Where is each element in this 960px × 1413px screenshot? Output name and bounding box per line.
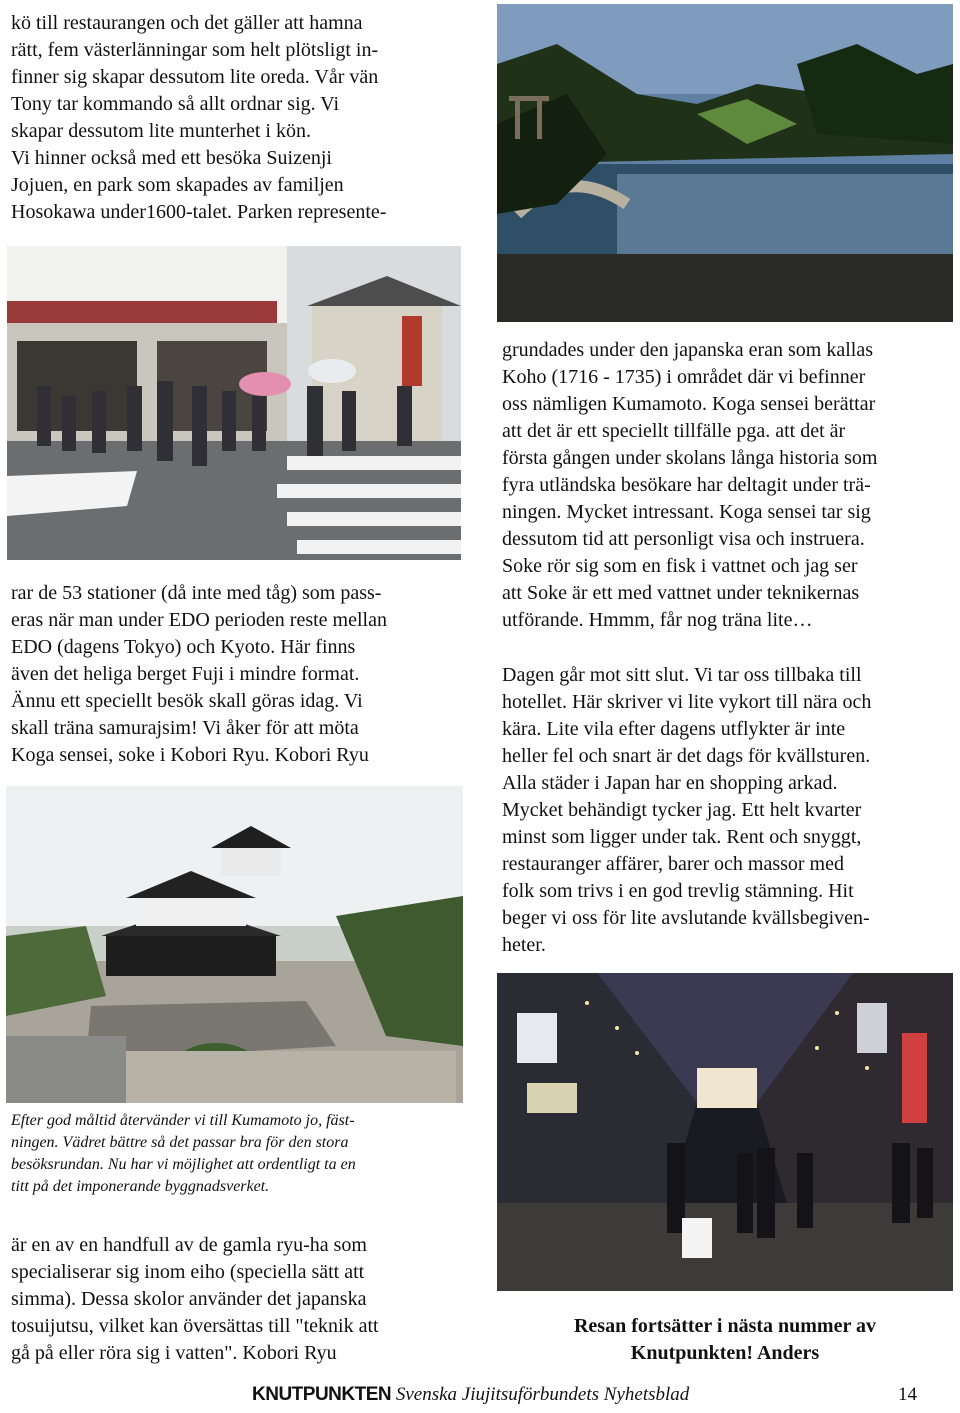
text-line: Soke rör sig som en fisk i vattnet och jag ser bbox=[502, 555, 858, 577]
newsletter-subtitle: Svenska Jiujitsuförbundets Nyhetsblad bbox=[395, 1384, 690, 1405]
text-line: oss nämligen Kumamoto. Koga sensei berättar bbox=[502, 393, 876, 415]
text-line: restauranger affärer, barer och massor med bbox=[502, 853, 844, 875]
text-line: specialiserar sig inom eiho (speciella sätt att bbox=[11, 1261, 365, 1283]
text-line: EDO (dagens Tokyo) och Kyoto. Här finns bbox=[11, 636, 356, 658]
article-text-bottom bbox=[11, 1232, 379, 1367]
text-line: gå på eller röra sig i vatten". Kobori Ryu bbox=[11, 1342, 337, 1364]
text-line: även det heliga berget Fuji i mindre format. bbox=[11, 663, 360, 685]
text-line: rar de 53 stationer (då inte med tåg) som pass- bbox=[11, 582, 382, 604]
text-line: eras när man under EDO perioden reste mellan bbox=[11, 609, 387, 631]
text-line: heller fel och snart är det dags för kvällsturen. bbox=[502, 745, 871, 767]
text-line: utförande. Hmmm, får nog träna lite… bbox=[502, 609, 813, 631]
text-line: Jojuen, en park som skapades av familjen bbox=[11, 174, 344, 196]
text-line: Koho (1716 - 1735) i området där vi befinner bbox=[502, 366, 866, 388]
article-text-right-2 bbox=[502, 662, 871, 959]
text-line: folk som trivs i en god trevlig stämning. Hit bbox=[502, 880, 854, 902]
page-number: 14 bbox=[898, 1384, 917, 1405]
text-line: kö till restaurangen och det gäller att hamna bbox=[11, 12, 363, 34]
castle-photo-caption bbox=[11, 1110, 356, 1198]
suizenji-garden-photo bbox=[497, 4, 953, 322]
text-line: Ännu ett speciellt besök skall göras idag. Vi bbox=[11, 690, 363, 712]
text-line: ningen. Mycket intressant. Koga sensei tar sig bbox=[502, 501, 871, 523]
text-line: heter. bbox=[502, 934, 546, 956]
restaurant-queue-photo bbox=[7, 246, 461, 560]
text-line: att det är ett speciellt tillfälle pga. att det är bbox=[502, 420, 846, 442]
caption-line: ningen. Vädret bättre så det passar bra för den stora bbox=[11, 1134, 349, 1151]
text-line: Hosokawa under1600-talet. Parken represente- bbox=[11, 201, 387, 223]
text-line: beger vi oss för lite avslutande kvällsbegiven- bbox=[502, 907, 870, 929]
text-line: Koga sensei, soke i Kobori Ryu. Kobori Ryu bbox=[11, 744, 369, 766]
text-line: Mycket behändigt tycker jag. Ett helt kvarter bbox=[502, 799, 862, 821]
kumamoto-castle-photo bbox=[6, 786, 463, 1103]
text-line: tosuijutsu, vilket kan översättas till "teknik att bbox=[11, 1315, 379, 1337]
article-text-intro bbox=[11, 10, 386, 226]
caption-line: titt på det imponerande byggnadsverket. bbox=[11, 1178, 270, 1195]
text-line: minst som ligger under tak. Rent och snyggt, bbox=[502, 826, 862, 848]
text-line: skall träna samurajsim! Vi åker för att möta bbox=[11, 717, 359, 739]
page-footer bbox=[252, 1384, 689, 1406]
text-line: rätt, fem västerlänningar som helt plötsligt in- bbox=[11, 39, 379, 61]
text-line: skapar dessutom lite munterhet i kön. bbox=[11, 120, 311, 142]
newsletter-brand: KNUTPUNKTEN bbox=[252, 1384, 392, 1405]
text-line: Alla städer i Japan har en shopping arkad. bbox=[502, 772, 838, 794]
text-line: dessutom tid att personligt visa och instruera. bbox=[502, 528, 865, 550]
article-text-right-1 bbox=[502, 337, 877, 634]
caption-line: Efter god måltid återvänder vi till Kumamoto jo, fäst- bbox=[11, 1112, 355, 1129]
closing-note bbox=[497, 1313, 953, 1367]
text-line: Tony tar kommando så allt ordnar sig. Vi bbox=[11, 93, 340, 115]
text-line: fyra utländska besökare har deltagit under trä- bbox=[502, 474, 871, 496]
text-line: simma). Dessa skolor använder det japanska bbox=[11, 1288, 367, 1310]
text-line: första gången under skolans långa historia som bbox=[502, 447, 878, 469]
text-line: kära. Lite vila efter dagens utflykter är inte bbox=[502, 718, 846, 740]
caption-line: besöksrundan. Nu har vi möjlighet att ordentligt ta en bbox=[11, 1156, 356, 1173]
article-text-middle bbox=[11, 580, 387, 769]
text-line: är en av en handfull av de gamla ryu-ha som bbox=[11, 1234, 367, 1256]
shopping-arcade-photo bbox=[497, 973, 953, 1291]
closing-line: Resan fortsätter i nästa nummer av bbox=[573, 1315, 876, 1337]
text-line: finner sig skapar dessutom lite oreda. Vår vän bbox=[11, 66, 379, 88]
text-line: att Soke är ett med vattnet under teknikernas bbox=[502, 582, 860, 604]
text-line: Dagen går mot sitt slut. Vi tar oss tillbaka till bbox=[502, 664, 862, 686]
text-line: Vi hinner också med ett besöka Suizenji bbox=[11, 147, 332, 169]
text-line: hotellet. Här skriver vi lite vykort till nära och bbox=[502, 691, 872, 713]
text-line: grundades under den japanska eran som kallas bbox=[502, 339, 873, 361]
closing-line: Knutpunkten! Anders bbox=[630, 1342, 820, 1364]
